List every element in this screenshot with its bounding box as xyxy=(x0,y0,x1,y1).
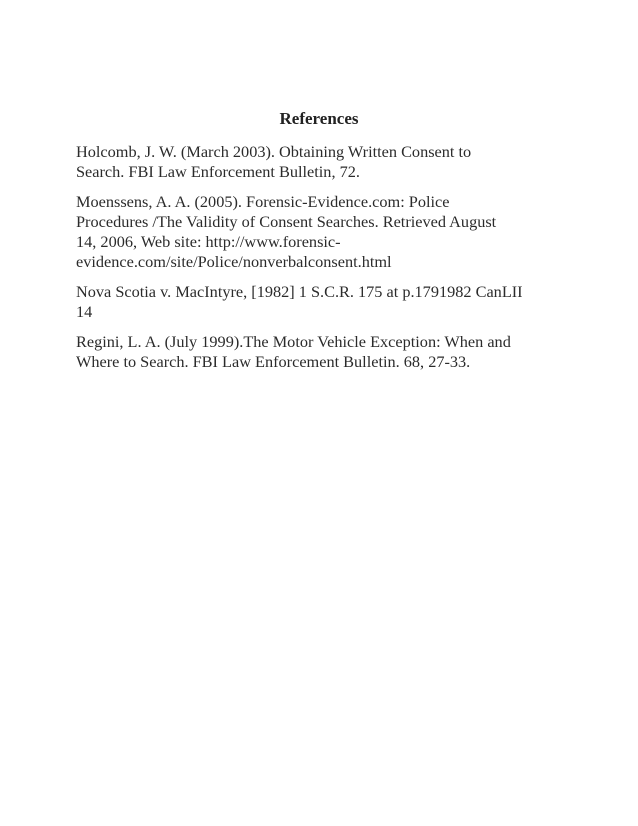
reference-line: evidence.com/site/Police/nonverbalconsent.html xyxy=(76,252,392,271)
reference-line: Search. FBI Law Enforcement Bulletin, 72. xyxy=(76,162,360,181)
reference-line: 14 xyxy=(76,302,93,321)
reference-line: Procedures /The Validity of Consent Searches. Retrieved August xyxy=(76,212,497,231)
reference-line: Where to Search. FBI Law Enforcement Bulletin. 68, 27-33. xyxy=(76,352,471,371)
reference-list xyxy=(76,142,566,382)
reference-line: Moenssens, A. A. (2005). Forensic-Evidence.com: Police xyxy=(76,192,450,211)
references-heading: References xyxy=(279,109,359,128)
reference-line: 14, 2006, Web site: http://www.forensic- xyxy=(76,232,341,251)
reference-line: Regini, L. A. (July 1999).The Motor Vehicle Exception: When and xyxy=(76,332,511,351)
reference-line: Nova Scotia v. MacIntyre, [1982] 1 S.C.R. 175 at p.1791982 CanLII xyxy=(76,282,523,301)
reference-entry-nova-scotia xyxy=(76,282,566,322)
reference-line: Holcomb, J. W. (March 2003). Obtaining Written Consent to xyxy=(76,142,472,161)
reference-entry-regini xyxy=(76,332,566,372)
reference-entry-moenssens xyxy=(76,192,566,272)
reference-entry-holcomb xyxy=(76,142,566,182)
